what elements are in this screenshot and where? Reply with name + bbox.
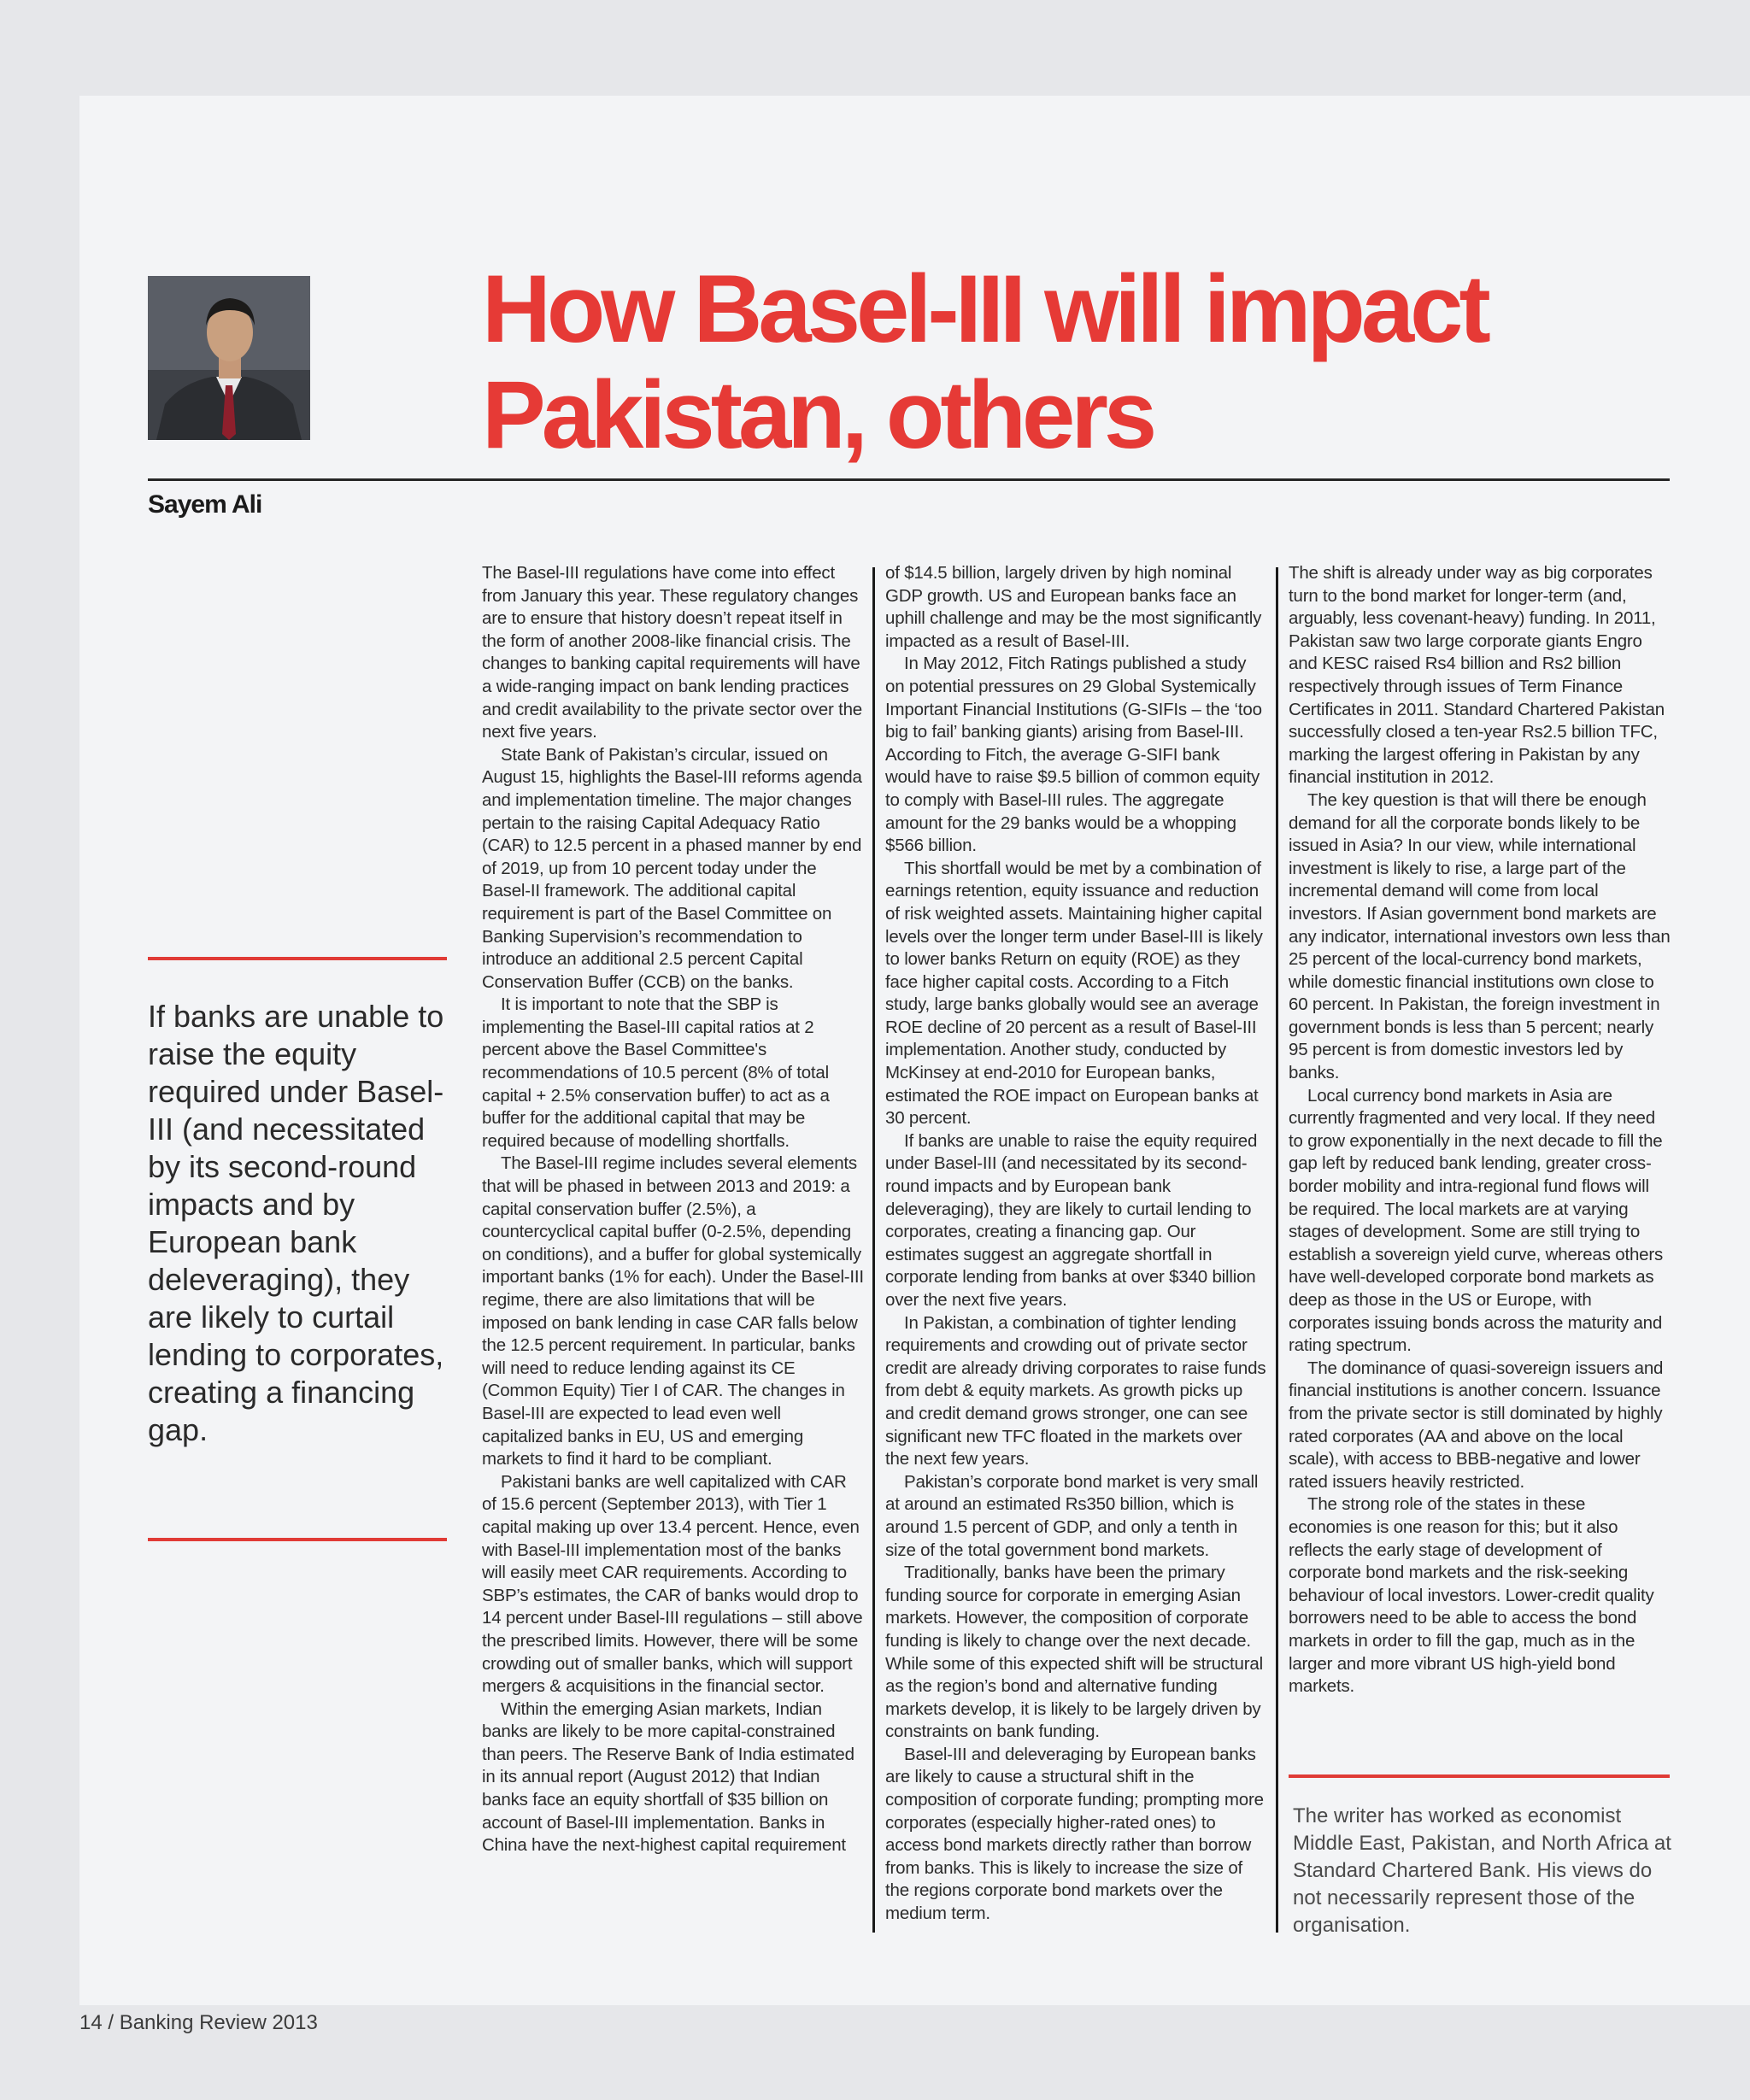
author-bio: The writer has worked as economist Middle East, Pakistan, and North Africa at Standard Chartered Bank. His views do not necessarily represent those of the organisation. bbox=[1293, 1804, 1671, 1937]
paragraph: The shift is already under way as big corporates turn to the bond market for longer-term (and, arguably, less covenant-heavy) funding. In 2011, Pakistan saw two large corporate giants Engro and KESC raised Rs4 billion and Rs2 billion respectively through issues of Term Finance Certificates in 2011. Standard Chartered Pakistan successfully closed a ten-year Rs2.5 billion TFC, marking the largest offering in Pakistan by any financial institution in 2012. bbox=[1289, 563, 1665, 788]
paragraph: The dominance of quasi-sovereign issuers and financial institutions is another concern. Issuance from the private sector is still dominated by highly rated corporates (AA and above on the local scale), with access to BBB-negative and lower rated issuers heavily restricted. bbox=[1289, 1358, 1664, 1492]
paragraph: Pakistani banks are well capitalized with CAR of 15.6 percent (September 2013), with Tier 1 capital making up over 13.4 percent. Hence, even with Basel-III implementation most of the banks will easily meet CAR requirements. According to SBP’s estimates, the CAR of banks would drop to 14 percent under Basel-III regulations – still above the prescribed limits. However, there will be some crowding out of smaller banks, which will support mergers & acquisitions in the financial sector. bbox=[482, 1471, 863, 1697]
paragraph: It is important to note that the SBP is implementing the Basel-III capital ratios at 2 percent above the Basel Committee's recommendations of 10.5 percent (8% of total capital + 2.5% conservation buffer) to act as a buffer for the additional capital that may be required because of modelling shortfalls. bbox=[482, 994, 830, 1151]
article-headline: How Basel-III will impact Pakistan, others bbox=[482, 255, 1487, 468]
paragraph: Within the emerging Asian markets, Indian banks are likely to be more capital-constrained than peers. The Reserve Bank of India estimated in its annual report (August 2012) that Indian banks face an equity shortfall of $35 billion on account of Basel-III implementation. Banks in China have the next-highest capital requirement bbox=[482, 1698, 854, 1856]
paragraph: The key question is that will there be enough demand for all the corporate bonds likely to be issued in Asia? In our view, while international investment is likely to rise, a large part of the incremental demand will come from local investors. If Asian government bond markets are any indicator, international investors own less than 25 percent of the local-currency bond markets, while domestic financial institutions own close to 60 percent. In Pakistan, the foreign investment in government bonds is less than 5 percent; nearly 95 percent is from domestic investors led by banks. bbox=[1289, 789, 1671, 1083]
paragraph: The Basel-III regulations have come into effect from January this year. These regulatory changes are to ensure that history doesn’t repeat itself in the form of another 2008-like financial crisis. The changes to banking capital requirements will have a wide-ranging impact on bank lending practices and credit availability to the private sector over the next five years. bbox=[482, 563, 862, 742]
paragraph: This shortfall would be met by a combination of earnings retention, equity issuance and reduction of risk weighted assets. Maintaining higher capital levels over the longer term under Basel-III is likely to lower banks Return on equity (ROE) as they face higher capital costs. According to a Fitch study, large banks globally would see an average ROE decline of 20 percent as a result of Basel-III implementation. Another study, conducted by McKinsey at end-2010 for European banks, estimated the ROE impact on European banks at 30 percent. bbox=[885, 858, 1263, 1129]
paragraph: State Bank of Pakistan’s circular, issued on August 15, highlights the Basel-III reforms agenda and implementation timeline. The major changes pertain to the raising Capital Adequacy Ratio (CAR) to 12.5 percent in a phased manner by end of 2019, up from 10 percent today under the Basel-II framework. The additional capital requirement is part of the Basel Committee on Banking Supervision’s recommendation to introduce an additional 2.5 percent Capital Conservation Buffer (CCB) on the banks. bbox=[482, 744, 862, 992]
bio-rule bbox=[1289, 1774, 1670, 1778]
paragraph: In May 2012, Fitch Ratings published a study on potential pressures on 29 Global Systemically Important Financial Institutions (G-SIFIs – the ‘too big to fail’ banking giants) arising from Basel-III. According to Fitch, the average G-SIFI bank would have to raise $9.5 billion of common equity to comply with Basel-III rules. The aggregate amount for the 29 banks would be a whopping $566 billion. bbox=[885, 654, 1262, 856]
paragraph: Pakistan’s corporate bond market is very small at around an estimated Rs350 billion, which is around 1.5 percent of GDP, and only a tenth in size of the total government bond markets. bbox=[885, 1471, 1259, 1560]
paragraph: Traditionally, banks have been the primary funding source for corporate in emerging Asian markets. However, the composition of corporate funding is likely to change over the next decade. While some of this expected shift will be structural as the region’s bond and alternative funding markets develop, it is likely to be largely driven by constraints on bank funding. bbox=[885, 1563, 1263, 1742]
column-divider bbox=[1276, 567, 1278, 1933]
paragraph: The strong role of the states in these economies is one reason for this; but it also reflects the early stage of development of corporate bond markets and the risk-seeking behaviour of local investors. Lower-credit quality borrowers need to be able to access the bond markets in order to fill the gap, much as in the larger and more vibrant US high-yield bond markets. bbox=[1289, 1494, 1654, 1697]
pull-quote-rule-bottom bbox=[148, 1538, 447, 1541]
column-divider bbox=[872, 567, 875, 1933]
article-column-3 bbox=[1289, 562, 1671, 1698]
pull-quote: If banks are unable to raise the equity required under Basel-III (and necessitated by its second-round impacts and by European bank deleveraging), they are likely to curtail lending to corporates, creating a financing gap. bbox=[148, 999, 444, 1447]
paragraph: The Basel-III regime includes several elements that will be phased in between 2013 and 2019: a capital conservation buffer (2.5%), a countercyclical capital buffer (0-2.5%, depending on conditions), and a buffer for global systemically important banks (1% for each). Under the Basel-III regime, there are also limitations that will be imposed on bank lending in case CAR falls below the 12.5 percent requirement. In particular, banks will need to reduce lending against its CE (Common Equity) Tier I of CAR. The changes in Basel-III are expected to lead even well capitalized banks in EU, US and emerging markets to find it hard to be compliant. bbox=[482, 1153, 864, 1469]
paragraph: of $14.5 billion, largely driven by high nominal GDP growth. US and European banks face an uphill challenge and may be the most significantly impacted as a result of Basel-III. bbox=[885, 563, 1262, 651]
author-byline: Sayem Ali bbox=[148, 490, 262, 519]
page-footer: 14 / Banking Review 2013 bbox=[79, 2011, 318, 2034]
author-photo bbox=[148, 276, 310, 440]
pull-quote-rule-top bbox=[148, 957, 447, 960]
article-column-1 bbox=[482, 562, 865, 1857]
author-portrait-icon bbox=[148, 276, 310, 440]
header-rule bbox=[148, 478, 1670, 481]
paragraph: In Pakistan, a combination of tighter lending requirements and crowding out of private sector credit are already driving corporates to raise funds from debt & equity markets. As growth picks up and credit demand grows stronger, one can see significant new TFC floated in the markets over the next few years. bbox=[885, 1312, 1266, 1469]
paragraph: If banks are unable to raise the equity required under Basel-III (and necessitated by its second-round impacts and by European bank deleveraging), they are likely to curtail lending to corporates, creating a financing gap. Our estimates suggest an aggregate shortfall in corporate lending from banks at over $340 billion over the next five years. bbox=[885, 1130, 1258, 1310]
article-column-2 bbox=[885, 562, 1268, 1926]
paragraph: Local currency bond markets in Asia are currently fragmented and very local. If they need to grow exponentially in the next decade to fill the gap left by reduced bank lending, greater cross-border mobility and intra-regional fund flows will be required. The local markets are at varying stages of development. Some are still trying to establish a sovereign yield curve, whereas others have well-developed corporate bond markets as deep as those in the US or Europe, with corporates issuing bonds across the maturity and rating spectrum. bbox=[1289, 1085, 1664, 1356]
paragraph: Basel-III and deleveraging by European banks are likely to cause a structural shift in the composition of corporate funding; prompting more corporates (especially higher-rated ones) to access bond markets directly rather than borrow from banks. This is likely to increase the size of the regions corporate bond markets over the medium term. bbox=[885, 1744, 1264, 1924]
